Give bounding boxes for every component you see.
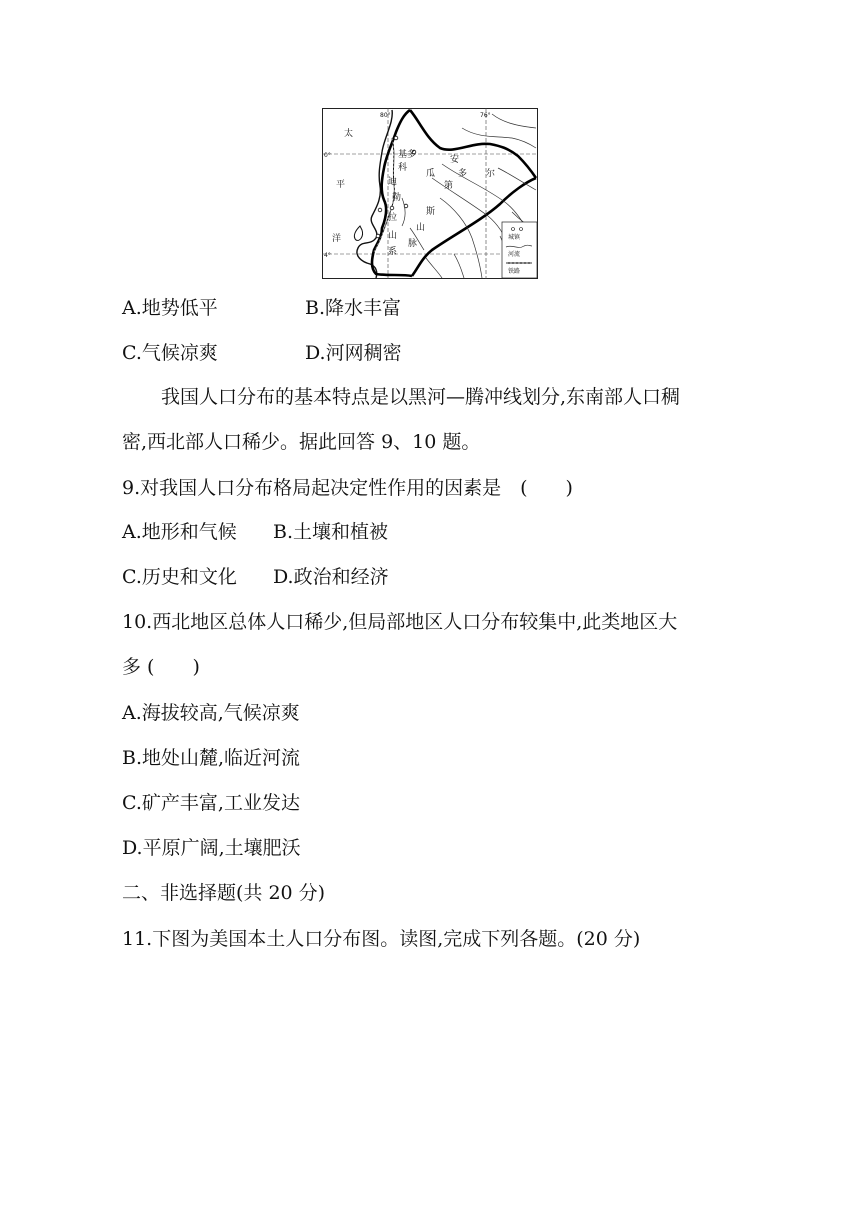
- mountain-char-5: 山: [388, 231, 398, 241]
- intro-line-1: 我国人口分布的基本特点是以黑河—腾冲线划分,东南部人口稠: [161, 386, 681, 408]
- andes-char-1: 斯: [426, 207, 436, 217]
- q10-option-c: C.矿产丰富,工业发达: [122, 792, 300, 814]
- legend-railway: 铁路: [508, 268, 521, 275]
- intro-line-2: 密,西北部人口稀少。据此回答 9、10 题。: [122, 431, 481, 453]
- ocean-char-1: 太: [344, 129, 354, 139]
- ocean-char-2: 平: [336, 180, 346, 190]
- q9-option-c: C.历史和文化: [122, 566, 237, 588]
- q8-option-d: D.河网稠密: [305, 342, 402, 364]
- legend-river: 河流: [508, 251, 521, 258]
- andes-char-2: 山: [416, 223, 426, 233]
- q9-option-d: D.政治和经济: [273, 566, 389, 588]
- label-0: 0°: [324, 152, 331, 159]
- andes-char-3: 脉: [408, 239, 418, 249]
- q10-option-d: D.平原广阔,土壤肥沃: [122, 837, 301, 859]
- mountain-char-2: 迪: [388, 177, 398, 187]
- q9-option-b: B.土壤和植被: [273, 521, 389, 543]
- basin-char-4: 多: [458, 169, 468, 179]
- basin-char-3: 瓜: [426, 169, 436, 179]
- map-legend: [502, 222, 537, 278]
- q8-option-b: B.降水丰富: [305, 297, 402, 319]
- mountain-char-4: 拉: [388, 213, 398, 223]
- q8-option-c: C.气候凉爽: [122, 342, 218, 364]
- basin-char-5: 尔: [486, 169, 496, 179]
- legend-town: 城镇: [508, 234, 521, 241]
- q8-option-a: A.地势低平: [122, 297, 218, 319]
- mountain-char-3: 勒: [392, 193, 402, 203]
- label-4: 4°: [324, 252, 331, 259]
- q11-stem: 11.下图为美国本土人口分布图。读图,完成下列各题。(20 分): [122, 928, 641, 950]
- ecuador-map: [322, 108, 538, 279]
- section-2-title: 二、非选择题(共 20 分): [122, 882, 326, 904]
- label-80: 80°: [380, 112, 391, 119]
- q10-stem-line-1: 10.西北地区总体人口稀少,但局部地区人口分布较集中,此类地区大: [122, 611, 678, 633]
- mountain-char-1: 科: [398, 163, 408, 173]
- basin-char-2: 第: [444, 181, 454, 191]
- ocean-char-3: 洋: [332, 234, 342, 244]
- q9-stem: 9.对我国人口分布格局起决定性作用的因素是 ( ): [122, 477, 573, 499]
- q10-option-a: A.海拔较高,气候凉爽: [122, 702, 300, 724]
- q10-option-b: B.地处山麓,临近河流: [122, 747, 301, 769]
- label-76: 76°: [480, 112, 491, 119]
- q10-stem-line-2: 多 ( ): [122, 656, 200, 678]
- basin-char-1: 安: [450, 155, 460, 165]
- mountain-char-6: 系: [388, 247, 398, 257]
- city-label: 基多: [398, 150, 417, 160]
- q9-option-a: A.地形和气候: [122, 521, 237, 543]
